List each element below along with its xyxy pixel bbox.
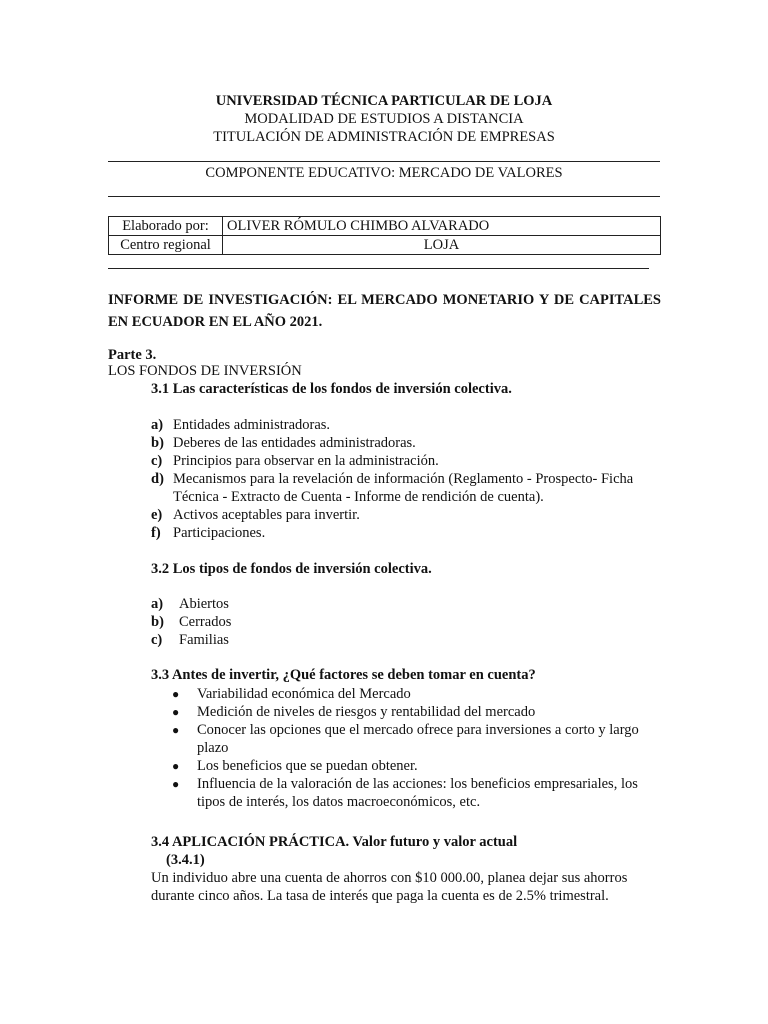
list-item: ● Conocer las opciones que el mercado ofrece para inversiones a corto y largo plazo: [172, 722, 639, 756]
bullet-icon: ●: [172, 705, 180, 719]
list-item: ● Los beneficios que se puedan obtener.: [172, 758, 418, 774]
center-value: LOJA: [223, 236, 661, 255]
section-3-4-paragraph: Un individuo abre una cuenta de ahorros con $10 000.00, planea dejar sus ahorros durante cinco años. La tasa de interés que paga la cuenta es de 2.5% trimestral.: [151, 870, 628, 904]
list-item: d) Mecanismos para la revelación de información (Reglamento - Prospecto- Ficha Técnica - Extracto de Cuenta - Informe de rendición de cuenta).: [151, 471, 634, 505]
divider-bottom: [108, 268, 649, 269]
section-3-1-list: [151, 416, 671, 542]
divider-middle: [108, 196, 660, 197]
bullet-icon: ●: [172, 777, 180, 791]
author-label: Elaborado por:: [109, 217, 223, 236]
section-3-2-list: [151, 595, 671, 649]
table-row: [109, 217, 661, 236]
part-label: Parte 3.: [108, 347, 157, 363]
section-3-3-bullets: [172, 685, 672, 811]
section-3-3-title: 3.3 Antes de invertir, ¿Qué factores se deben tomar en cuenta?: [151, 667, 536, 683]
list-item: b) Cerrados: [151, 614, 232, 630]
part-heading: LOS FONDOS DE INVERSIÓN: [108, 363, 302, 379]
list-item: ● Medición de niveles de riesgos y rentabilidad del mercado: [172, 704, 536, 720]
section-3-1-title: 3.1 Las características de los fondos de inversión colectiva.: [151, 381, 512, 397]
university-name: UNIVERSIDAD TÉCNICA PARTICULAR DE LOJA: [215, 93, 553, 109]
bullet-icon: ●: [172, 723, 180, 737]
bullet-icon: ●: [172, 759, 180, 773]
section-3-4-title: 3.4 APLICACIÓN PRÁCTICA. Valor futuro y valor actual: [151, 834, 518, 850]
section-3-4-subtitle: (3.4.1): [166, 852, 205, 868]
center-label: Centro regional: [109, 236, 223, 255]
table-row: [109, 236, 661, 255]
list-item: a) Entidades administradoras.: [151, 417, 331, 433]
section-3-2-title: 3.2 Los tipos de fondos de inversión colectiva.: [151, 561, 432, 577]
list-item: a) Abiertos: [151, 596, 229, 612]
list-item: ● Variabilidad económica del Mercado: [172, 686, 411, 702]
component-title: COMPONENTE EDUCATIVO: MERCADO DE VALORES: [205, 165, 563, 181]
author-value: OLIVER RÓMULO CHIMBO ALVARADO: [223, 217, 661, 236]
divider-top: [108, 161, 660, 162]
list-item: ● Influencia de la valoración de las acciones: los beneficios empresariales, los tipos de interés, los datos macroeconómicos, etc.: [172, 776, 638, 810]
list-item: e) Activos aceptables para invertir.: [151, 507, 360, 523]
modality: MODALIDAD DE ESTUDIOS A DISTANCIA: [244, 111, 524, 127]
info-table: [108, 216, 661, 255]
degree: TITULACIÓN DE ADMINISTRACIÓN DE EMPRESAS: [213, 129, 555, 145]
list-item: c) Familias: [151, 632, 229, 648]
bullet-icon: ●: [172, 687, 180, 701]
list-item: f) Participaciones.: [151, 525, 266, 541]
list-item: c) Principios para observar en la administración.: [151, 453, 439, 469]
list-item: b) Deberes de las entidades administradoras.: [151, 435, 416, 451]
report-title: INFORME DE INVESTIGACIÓN: EL MERCADO MONETARIO Y DE CAPITALES EN ECUADOR EN EL AÑO 2021.: [108, 292, 661, 330]
